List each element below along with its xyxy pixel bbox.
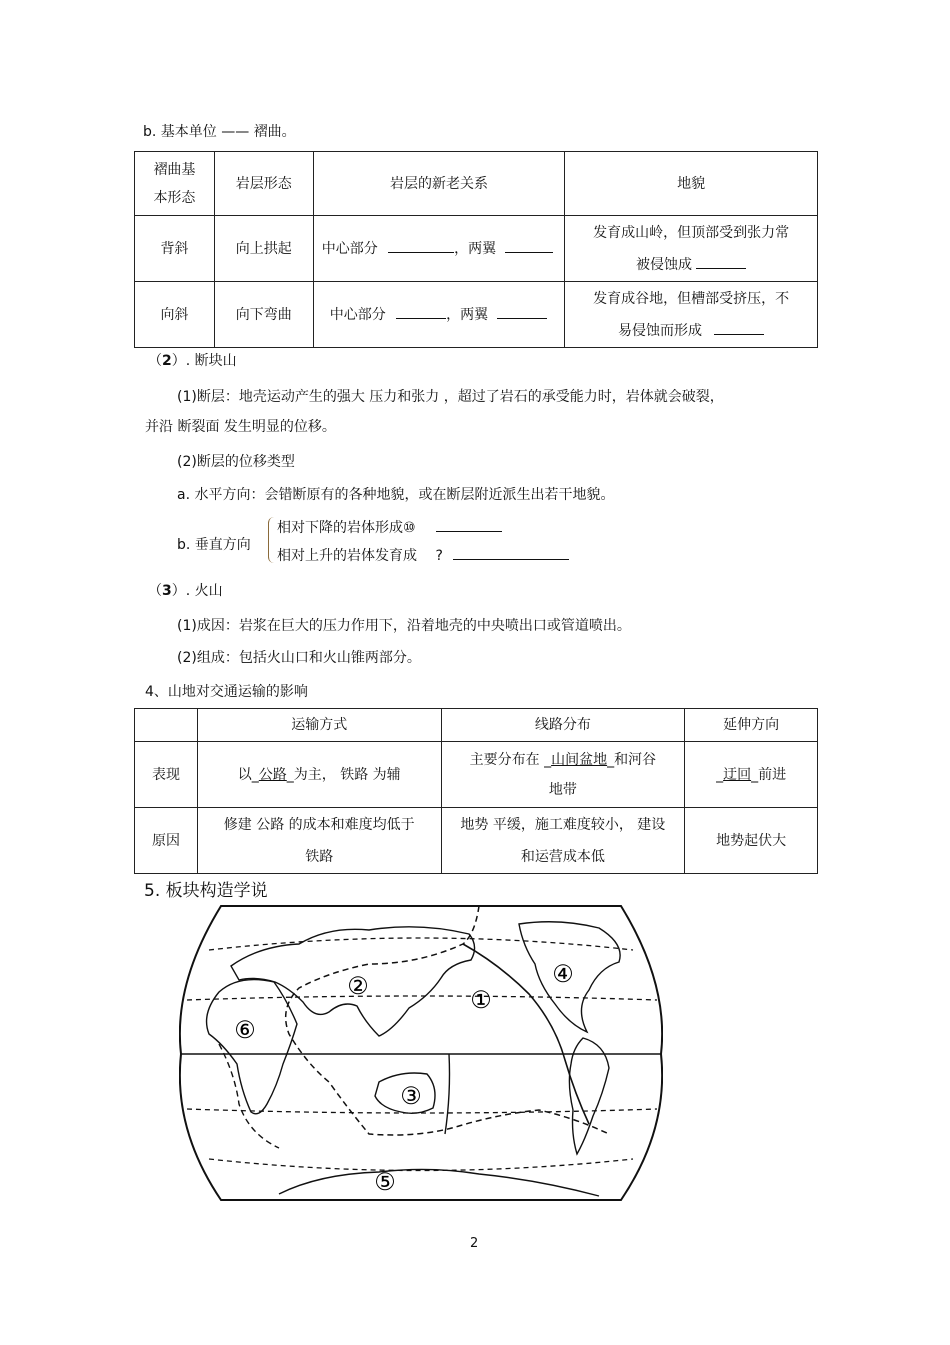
fault-vertical-item1: 相对下降的岩体形成⑩ bbox=[277, 517, 502, 537]
fault-vertical-item2: 相对上升的岩体发育成 ? bbox=[277, 545, 569, 565]
transport-title: 4、山地对交通运输的影响 bbox=[145, 684, 308, 700]
fold-shape: 向上拱起 bbox=[214, 216, 313, 282]
plate-label-1: ① bbox=[470, 986, 492, 1014]
transport-route-reason: 地势 平缓，施工难度较小， 建设 和运营成本低 bbox=[441, 808, 685, 874]
transport-header-blank bbox=[135, 709, 198, 742]
south-america-outline bbox=[569, 1038, 609, 1154]
volcano-p2: (2)组成：包括火山口和火山锥两部分。 bbox=[177, 650, 421, 666]
fold-header-relation: 岩层的新老关系 bbox=[313, 152, 565, 216]
volcano-section-title: （3）. 火山 bbox=[148, 583, 223, 599]
transport-direction-cell: _迂回_前进 bbox=[685, 742, 818, 808]
fold-name: 背斜 bbox=[135, 216, 215, 282]
table-row bbox=[135, 808, 818, 874]
plate-label-6: ⑥ bbox=[234, 1016, 256, 1044]
fault-horizontal: a. 水平方向：会错断原有的各种地貌，或在断层附近派生出若干地貌。 bbox=[177, 487, 615, 503]
row-label: 原因 bbox=[135, 808, 198, 874]
transport-header-direction: 延伸方向 bbox=[685, 709, 818, 742]
fault-section-title: （2）. 断块山 bbox=[148, 353, 237, 369]
fold-table bbox=[134, 151, 818, 348]
transport-mode-reason: 修建 公路 的成本和难度均低于 铁路 bbox=[197, 808, 441, 874]
plate-label-4: ④ bbox=[552, 960, 574, 988]
transport-header-route: 线路分布 bbox=[441, 709, 685, 742]
fold-header-form: 褶曲基 本形态 bbox=[135, 152, 215, 216]
transport-header-mode: 运输方式 bbox=[197, 709, 441, 742]
row-label: 表现 bbox=[135, 742, 198, 808]
plate-boundary bbox=[286, 906, 609, 1135]
section-b-title: b. 基本单位 —— 褶曲。 bbox=[143, 124, 296, 140]
plate-boundary bbox=[445, 1054, 450, 1134]
fault-vertical-label: b. 垂直方向 bbox=[177, 537, 251, 553]
plate-title: 5. 板块构造学说 bbox=[144, 881, 268, 901]
fold-landform: 发育成山岭，但顶部受到张力常 被侵蚀成 bbox=[565, 216, 818, 282]
fault-p1-line2: 并沿 断裂面 发生明显的位移。 bbox=[145, 419, 336, 435]
fold-landform: 发育成谷地，但槽部受挤压，不 易侵蚀而形成 bbox=[565, 282, 818, 348]
transport-mode-cell: 以_公路_为主， 铁路 为辅 bbox=[197, 742, 441, 808]
transport-direction-reason: 地势起伏大 bbox=[685, 808, 818, 874]
table-row bbox=[135, 742, 818, 808]
brace-icon bbox=[268, 517, 277, 563]
fold-name: 向斜 bbox=[135, 282, 215, 348]
volcano-p1: (1)成因：岩浆在巨大的压力作用下，沿着地壳的中央喷出口或管道喷出。 bbox=[177, 618, 631, 634]
fold-shape: 向下弯曲 bbox=[214, 282, 313, 348]
fault-p2: (2)断层的位移类型 bbox=[177, 454, 295, 470]
fold-header-landform: 地貌 bbox=[565, 152, 818, 216]
plate-label-3: ③ bbox=[400, 1082, 422, 1110]
fault-p1-line1: (1)断层：地壳运动产生的强大 压力和张力 ，超过了岩石的承受能力时，岩体就会破裂， bbox=[177, 389, 724, 405]
table-row bbox=[135, 282, 818, 348]
map-frame bbox=[180, 906, 662, 1200]
table-row bbox=[135, 216, 818, 282]
plate-label-5: ⑤ bbox=[374, 1168, 396, 1196]
transport-table bbox=[134, 708, 818, 874]
plate-label-2: ② bbox=[347, 972, 369, 1000]
page-number: 2 bbox=[470, 1236, 479, 1251]
antarctica-outline bbox=[279, 1169, 599, 1196]
fold-relation: 中心部分 ，两翼 bbox=[313, 282, 565, 348]
plate-map bbox=[179, 904, 663, 1204]
plate-boundary bbox=[219, 1044, 279, 1148]
fold-relation: 中心部分 ，两翼 bbox=[313, 216, 565, 282]
transport-route-cell: 主要分布在 _山间盆地_和河谷 地带 bbox=[441, 742, 685, 808]
fold-header-shape: 岩层形态 bbox=[214, 152, 313, 216]
